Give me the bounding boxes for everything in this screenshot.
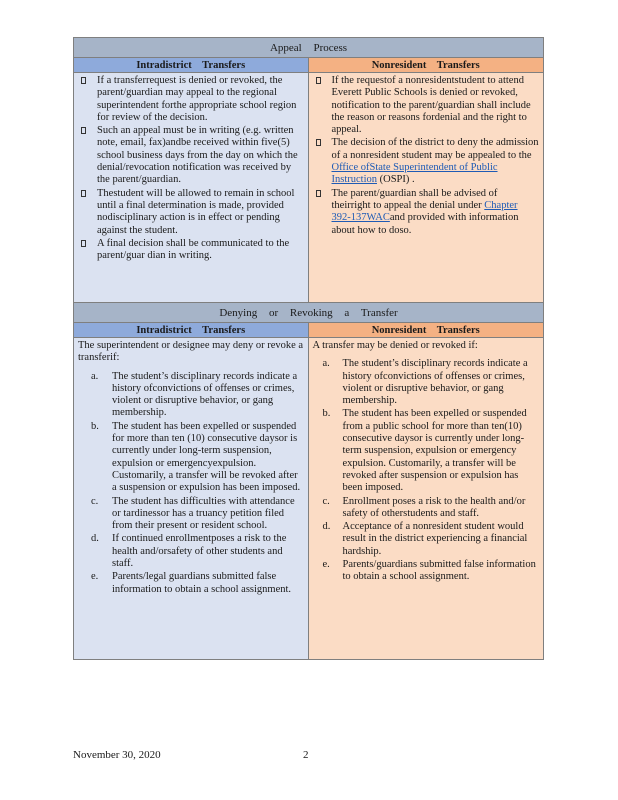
denying-nonresident-column (309, 323, 544, 659)
list-item: The decision of the district to deny the admission of a nonresident student may be appealed to the Office ofState Superintendent of Public Instruction (OSPI) . (313, 137, 540, 186)
list-item: If the requestof a nonresidentstudent to attend Everett Public Schools is denied or revoked, notification to the parent/guardian shall include the reason or reasons fordenial and the right to appeal. (313, 75, 540, 136)
denying-intradistrict-header: Intradistrict Transfers (74, 323, 308, 338)
wac-chapter-link[interactable]: Chapter 392-137WAC (331, 199, 518, 224)
bullet-box-icon (81, 127, 86, 134)
ospi-link[interactable]: Office ofState Superintendent of Public Instruction (331, 162, 498, 186)
bullet-box-icon (81, 240, 86, 247)
appeal-process-title: Appeal Process (74, 38, 543, 58)
denying-nonresident-list (313, 358, 540, 583)
denying-intradistrict-column (74, 323, 309, 659)
list-item: b. The student has been expelled or suspended from a public school for more than ten(10) consecutive daysor is currently under long-term suspension, expulsion or emergency expulsion. Customarily, a transfer will be revoked after suspension or expulsion has been imposed. (322, 408, 527, 494)
appeal-nonresident-header: Nonresident Transfers (309, 58, 544, 73)
bullet-box-icon (81, 77, 86, 84)
list-item: The parent/guardian shall be advised of theirright to appeal the denial under Chapter 392-137WACand provided with information about how to doso. (313, 188, 540, 237)
bullet-box-icon (316, 190, 321, 197)
denying-nonresident-header: Nonresident Transfers (309, 323, 544, 338)
denying-intradistrict-list (78, 371, 304, 596)
list-item: e. Parents/legal guardians submitted false information to obtain a school assignment. (91, 571, 292, 595)
appeal-process-table (73, 37, 544, 303)
appeal-intradistrict-column (74, 58, 309, 302)
page-number: 2 (303, 749, 309, 761)
bullet-box-icon (316, 139, 321, 146)
list-item: a. The student’s disciplinary records indicate a history ofconvictions of offenses or crimes, violent or disruptive behavior, or gang membership. (91, 370, 298, 419)
bullet-box-icon (81, 190, 86, 197)
list-item: Thestudent will be allowed to remain in school until a final determination is made, provided nodisciplinary action is in effect or pending against the student. (78, 188, 304, 237)
bullet-box-icon (316, 77, 321, 84)
list-item: d. If continued enrollmentposes a risk to the health and/orsafety of other students and staff. (91, 533, 287, 570)
list-item: c. The student has difficulties with attendance or tardinessor has a truancy petition filed from their present or resident school. (91, 495, 295, 532)
list-item: c. Enrollment poses a risk to the health and/or safety of otherstudents and staff. (322, 495, 526, 519)
list-item: a. The student’s disciplinary records indicate a history ofconvictions of offenses or crimes, violent or disruptive behavior, or gang membership. (322, 358, 528, 407)
list-item: e. Parents/guardians submitted false information to obtain a school assignment. (322, 559, 536, 583)
denying-revoking-title: Denying or Revoking a Transfer (74, 303, 543, 323)
list-item: Such an appeal must be in writing (e.g. written note, email, fax)andbe received within five(5) school business days from the day on which the denial/revocation notification was received by the parent/guardian. (78, 125, 304, 186)
appeal-intradistrict-header: Intradistrict Transfers (74, 58, 308, 73)
denying-nonresident-intro: A transfer may be denied or revoked if: (312, 340, 478, 351)
appeal-nonresident-column (309, 58, 544, 302)
list-item: A final decision shall be communicated to the parent/guar dian in writing. (78, 238, 304, 263)
list-item: b. The student has been expelled or suspended for more than ten (10) consecutive daysor is currently under long-term suspension, expulsion or emergencyexpulsion. Customarily, a transfer will be revoked after a suspension or expulsion has been imposed. (91, 420, 301, 494)
footer-date: November 30, 2020 (73, 749, 161, 761)
list-item: d. Acceptance of a nonresident student would result in the district experiencing a financial hardship. (322, 521, 528, 557)
denying-revoking-table (73, 303, 544, 660)
list-item: If a transferrequest is denied or revoked, the parent/guardian may appeal to the regional superintendent forthe appropriate school region for review of the decision. (78, 75, 304, 124)
appeal-nonresident-list (313, 75, 540, 237)
denying-intradistrict-intro: The superintendent or designee may deny or revoke a transferif: (78, 340, 304, 364)
appeal-intradistrict-list (78, 75, 304, 262)
